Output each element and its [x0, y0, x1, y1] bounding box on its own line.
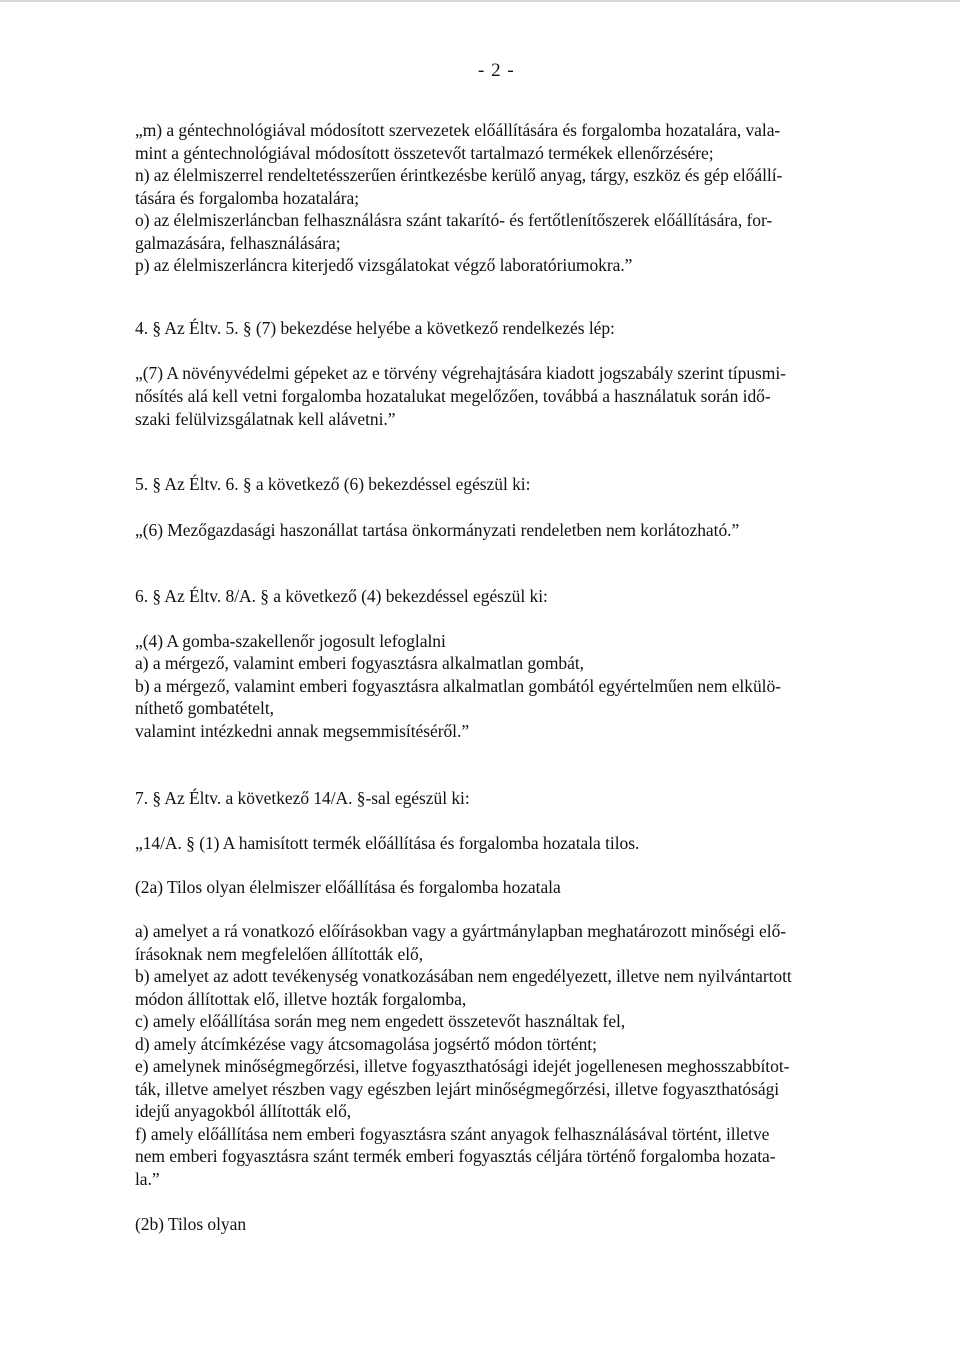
paragraph-line: b) amelyet az adott tevékenység vonatkozásában nem engedélyezett, illetve nem nyilvántartott — [135, 966, 792, 986]
paragraph-line: galmazására, felhasználására; — [135, 233, 341, 253]
paragraph-line: f) amely előállítása nem emberi fogyasztásra szánt anyagok felhasználásával történt, illetve — [135, 1124, 770, 1144]
paragraph-line: írásoknak nem megfelelően állították elő, — [135, 944, 424, 964]
paragraph-line: b) a mérgező, valamint emberi fogyasztásra alkalmatlan gombától egyértelműen nem elkülö- — [135, 676, 781, 696]
paragraph-line: ták, illetve amelyet részben vagy egészben lejárt minőségmegőrzési, illetve fogyaszthatósági — [135, 1079, 780, 1099]
paragraph-line: nősítés alá kell vetni forgalomba hozatalukat megelőzően, továbbá a használatuk során idő- — [135, 386, 771, 406]
paragraph-line: valamint intézkedni annak megsemmisítéséről.” — [135, 721, 470, 741]
paragraph-line: „14/A. § (1) A hamisított termék előállítása és forgalomba hozatala tilos. — [135, 833, 640, 853]
paragraph-line: (2a) Tilos olyan élelmiszer előállítása és forgalomba hozatala — [135, 877, 561, 897]
paragraph-line: „m) a géntechnológiával módosított szervezetek előállítására és forgalomba hozatalára, vala- — [135, 120, 781, 140]
paragraph-line: nem emberi fogyasztásra szánt termék emberi fogyasztás céljára történő forgalomba hozata- — [135, 1146, 776, 1166]
section-heading: 5. § Az Éltv. 6. § a következő (6) bekezdéssel egészül ki: — [135, 474, 531, 494]
paragraph-line: e) amelynek minőségmegőrzési, illetve fogyaszthatósági idejét jogellenesen meghosszabbítot- — [135, 1056, 790, 1076]
paragraph-line: c) amely előállítása során meg nem engedett összetevőt használtak fel, — [135, 1011, 626, 1031]
paragraph-line: tására és forgalomba hozatalára; — [135, 188, 360, 208]
paragraph-line: „(6) Mezőgazdasági haszonállat tartása önkormányzati rendeletben nem korlátozható.” — [135, 520, 740, 540]
paragraph-line: la.” — [135, 1169, 160, 1189]
paragraph-line: p) az élelmiszerláncra kiterjedő vizsgálatokat végző laboratóriumokra.” — [135, 255, 633, 275]
paragraph-line: mint a géntechnológiával módosított összetevőt tartalmazó termékek ellenőrzésére; — [135, 143, 714, 163]
paragraph-line: (2b) Tilos olyan — [135, 1214, 247, 1234]
section-heading: 4. § Az Éltv. 5. § (7) bekezdése helyébe a következő rendelkezés lép: — [135, 318, 615, 338]
paragraph-line: „(4) A gomba-szakellenőr jogosult lefoglalni — [135, 631, 446, 651]
section-heading: 6. § Az Éltv. 8/A. § a következő (4) bekezdéssel egészül ki: — [135, 586, 548, 606]
paragraph-line: idejű anyagokból állították elő, — [135, 1101, 352, 1121]
paragraph-line: n) az élelmiszerrel rendeltetésszerűen érintkezésbe kerülő anyag, tárgy, eszköz és gép előállí- — [135, 165, 783, 185]
paragraph-line: níthető gombatételt, — [135, 698, 274, 718]
top-edge-line — [0, 0, 960, 2]
paragraph-line: d) amely átcímkézése vagy átcsomagolása jogsértő módon történt; — [135, 1034, 597, 1054]
paragraph-line: „(7) A növényvédelmi gépeket az e törvény végrehajtására kiadott jogszabály szerint típusmi- — [135, 363, 786, 383]
paragraph-line: módon állítottak elő, illetve hozták forgalomba, — [135, 989, 467, 1009]
paragraph-line: szaki felülvizsgálatnak kell alávetni.” — [135, 409, 396, 429]
page-number: - 2 - — [478, 60, 515, 81]
paragraph-line: o) az élelmiszerláncban felhasználásra szánt takarító- és fertőtlenítőszerek előállítására, for- — [135, 210, 773, 230]
paragraph-line: a) amelyet a rá vonatkozó előírásokban vagy a gyártmánylapban meghatározott minőségi elő- — [135, 921, 787, 941]
paragraph-line: a) a mérgező, valamint emberi fogyasztásra alkalmatlan gombát, — [135, 653, 584, 673]
section-heading: 7. § Az Éltv. a következő 14/A. §-sal egészül ki: — [135, 788, 470, 808]
